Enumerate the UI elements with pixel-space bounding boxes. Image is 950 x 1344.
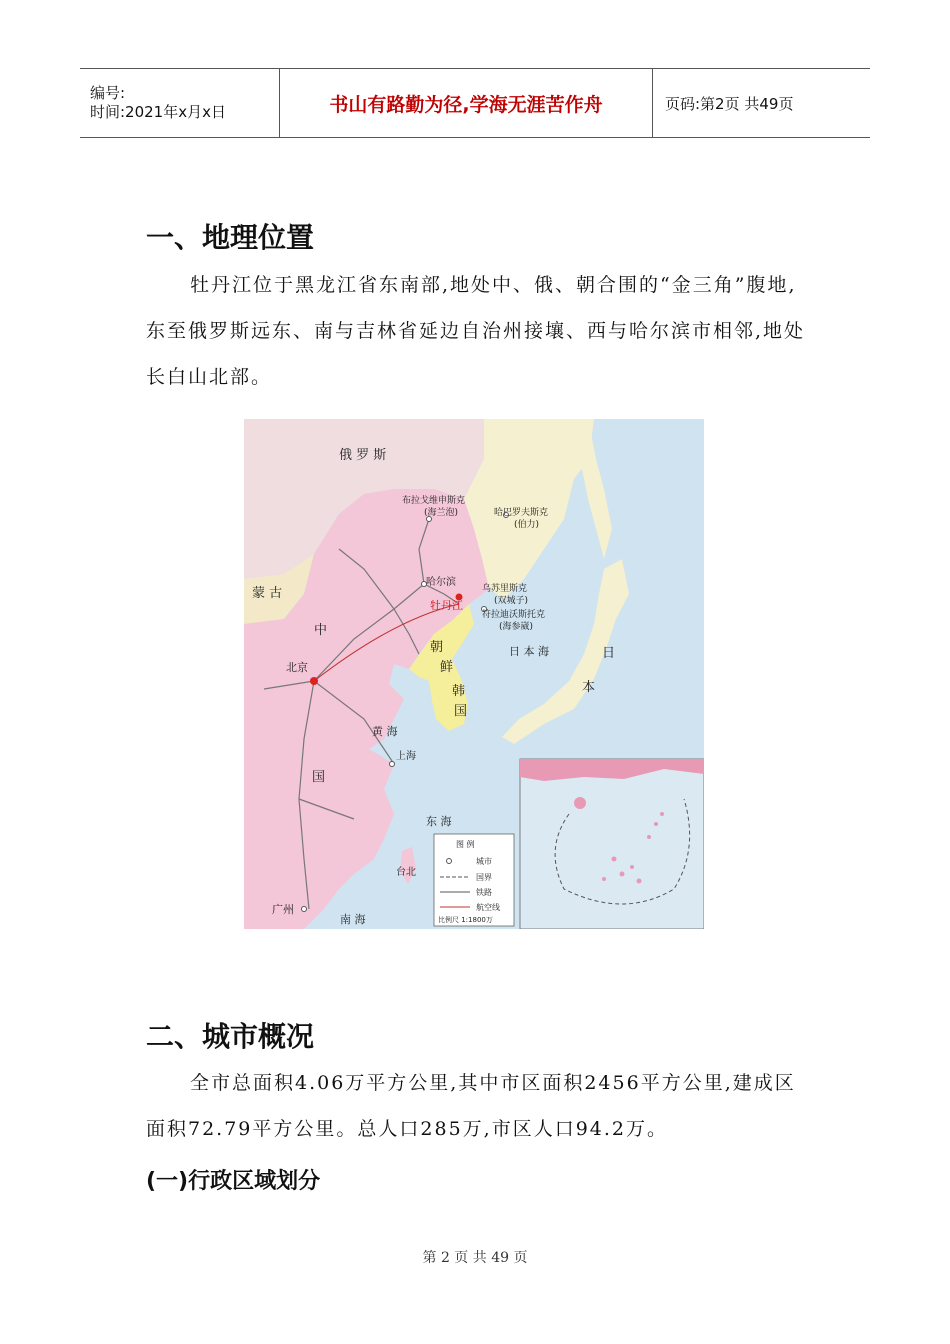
section2-heading: 二、城市概况 — [146, 1020, 315, 1053]
legend-border: 国界 — [476, 873, 492, 882]
map-label-harbin: 哈尔滨 — [426, 577, 456, 588]
section2-paragraph: 全市总面积4.06万平方公里,其中市区面积2456平方公里,建成区面积72.79平方公里。总人口285万,市区人口94.2万。 — [146, 1072, 796, 1140]
map-label-ussuriysk-2: (双城子) — [494, 596, 529, 606]
map-label-china-1: 中 — [314, 623, 328, 638]
map-label-khabarovsk-1: 哈巴罗夫斯克 — [494, 508, 549, 518]
map-shanghai-marker — [390, 762, 395, 767]
map-guangzhou-marker — [302, 907, 307, 912]
map-label-blago-2: (海兰泡) — [424, 508, 459, 518]
map-label-korea-s1: 韩 — [452, 684, 466, 699]
map-label-south-sea: 南 海 — [340, 913, 366, 926]
map-label-khabarovsk-2: (伯力) — [514, 520, 540, 530]
map-legend — [434, 834, 514, 926]
map-label-ussuriysk-1: 乌苏里斯克 — [482, 584, 528, 594]
map-label-guangzhou: 广州 — [272, 903, 294, 916]
motto-text: 书山有路勤为径,学海无涯苦作舟 — [329, 93, 603, 116]
header-meta — [80, 69, 280, 137]
map-label-beijing: 北京 — [286, 661, 308, 674]
legend-airline: 航空线 — [476, 903, 500, 912]
map-label-korea-n2: 鲜 — [440, 660, 454, 675]
map-label-mudanjiang: 牡丹江 — [430, 599, 463, 612]
legend-title: 图 例 — [456, 840, 475, 849]
map-label-japan-2: 本 — [582, 680, 596, 695]
section2-subheading: (一)行政区域划分 — [146, 1169, 321, 1194]
map-label-korea-s2: 国 — [454, 704, 468, 719]
time-label: 时间:2021年x月x日 — [90, 103, 226, 121]
map-label-vladivostok-2: (海参崴) — [499, 622, 534, 632]
map-label-russia: 俄 罗 斯 — [339, 448, 387, 463]
legend-scale: 比例尺 1:1800万 — [438, 916, 493, 924]
header-page-info — [653, 69, 870, 137]
map-label-japan-1: 日 — [602, 646, 616, 661]
map-beijing-marker — [310, 677, 318, 685]
legend-railway: 铁路 — [476, 888, 492, 897]
legend-city: 城市 — [476, 857, 492, 866]
map-label-mongolia: 蒙 古 — [252, 586, 283, 601]
page-footer: 第 2 页 共 49 页 — [422, 1250, 528, 1266]
header-motto — [280, 69, 653, 137]
map-label-yellow-sea: 黄 海 — [372, 725, 398, 738]
location-map — [244, 419, 704, 929]
map-label-blago-1: 布拉戈维申斯克 — [402, 496, 466, 506]
page-info-text: 页码:第2页 共49页 — [665, 94, 794, 113]
map-label-shanghai: 上海 — [396, 751, 416, 762]
number-label: 编号: — [90, 84, 126, 102]
page-header — [80, 68, 870, 138]
section1-paragraph: 牡丹江位于黑龙江省东南部,地处中、俄、朝合围的“金三角”腹地,东至俄罗斯远东、南与吉林省延边自治州接壤、西与哈尔滨市相邻,地处长白山北部。 — [146, 274, 806, 388]
map-label-taibei: 台北 — [396, 867, 416, 878]
map-label-east-sea: 东 海 — [426, 815, 452, 828]
map-label-korea-n1: 朝 — [430, 640, 444, 655]
map-label-sea-japan: 日 本 海 — [509, 645, 549, 658]
map-inset — [520, 759, 704, 929]
map-label-china-2: 国 — [312, 770, 326, 785]
map-label-vladivostok-1: 符拉迪沃斯托克 — [482, 610, 546, 620]
section1-heading: 一、地理位置 — [146, 221, 315, 254]
